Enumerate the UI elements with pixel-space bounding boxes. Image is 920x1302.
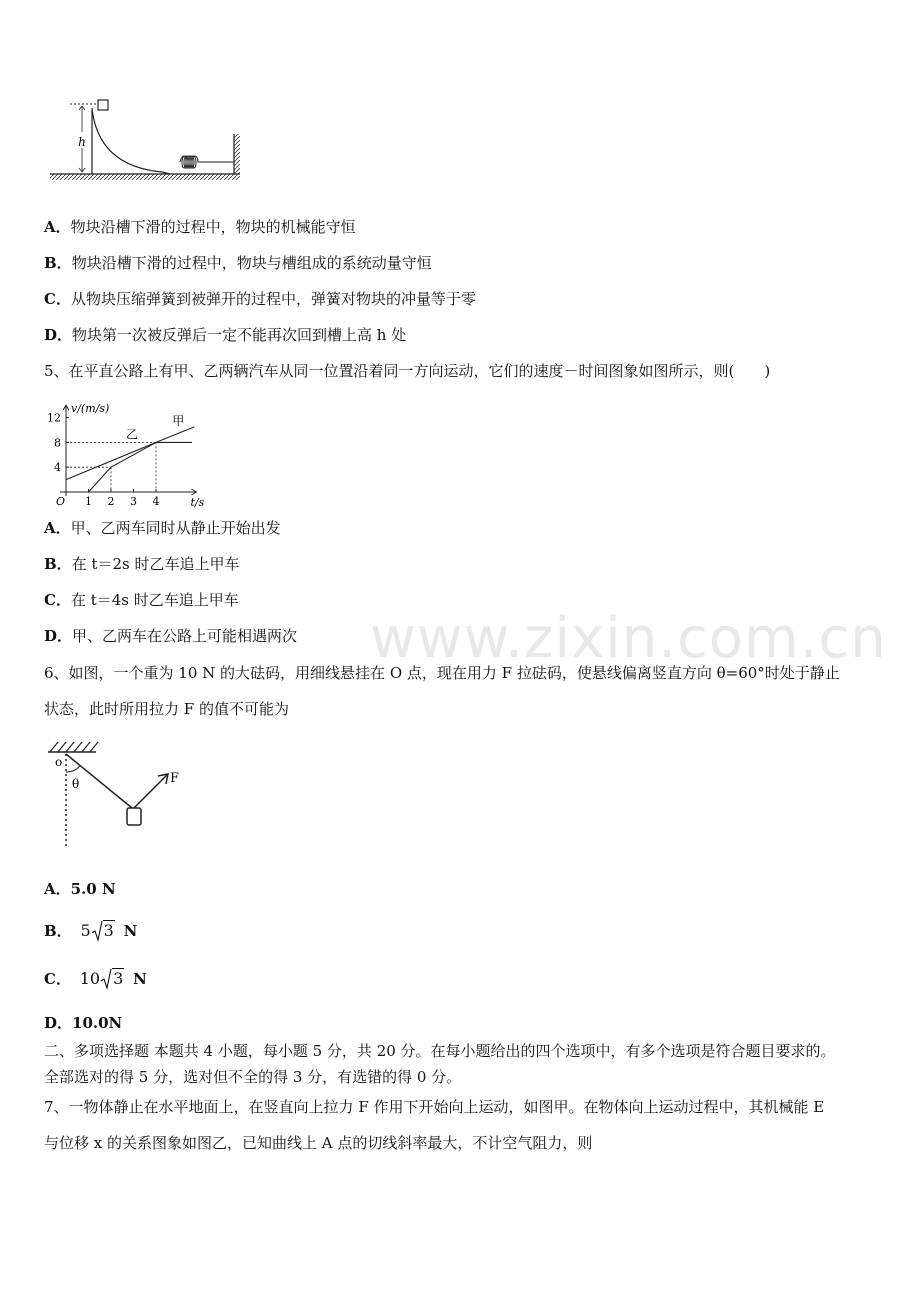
section2-line2: 全部选对的得 5 分，选对但不全的得 3 分，有选错的得 0 分。 bbox=[44, 1068, 462, 1086]
y-tick-label: 12 bbox=[47, 411, 61, 425]
ground-hatch bbox=[50, 174, 240, 180]
q5-stem: 5、在平直公路上有甲、乙两辆汽车从同一位置沿着同一方向运动，它们的速度－时间图象如图所示，则( ) bbox=[44, 362, 771, 380]
q6-stem-line1: 6、如图，一个重为 10 N 的大砝码，用细线悬挂在 O 点，现在用力 F 拉砝码，使悬线偏离竖直方向 θ=60°时处于静止 bbox=[44, 664, 840, 682]
x-tick-label: 3 bbox=[130, 495, 137, 508]
series-label-jia: 甲 bbox=[172, 413, 185, 428]
force-label: F bbox=[170, 771, 180, 786]
q7-line1: 7、一物体静止在水平地面上，在竖直向上拉力 F 作用下开始向上运动，如图甲。在物体向上运动过程中，其机械能 E bbox=[44, 1098, 825, 1116]
spring bbox=[180, 156, 234, 168]
hanging-weight-figure bbox=[44, 738, 194, 850]
q6-option-a: A．5.0 N bbox=[44, 880, 116, 898]
y-tick-label: 4 bbox=[54, 461, 61, 475]
q5-option-a: A．甲、乙两车同时从静止开始出发 bbox=[44, 519, 281, 537]
x-tick-label: 2 bbox=[107, 495, 115, 508]
block bbox=[98, 100, 108, 110]
weight-block bbox=[127, 808, 141, 825]
q4-option-c: C．从物块压缩弹簧到被弹开的过程中，弹簧对物块的冲量等于零 bbox=[44, 290, 476, 308]
q6-option-d: D．10.0N bbox=[44, 1014, 123, 1032]
x-axis-label: t/s bbox=[190, 496, 204, 509]
q6-option-b: B． 5 3 N bbox=[44, 921, 138, 940]
origin-label: O bbox=[56, 495, 66, 508]
q4-option-a: A．物块沿槽下滑的过程中，物块的机械能守恒 bbox=[44, 218, 356, 236]
point-o-label: o bbox=[55, 755, 63, 769]
q4-option-b: B．物块沿槽下滑的过程中，物块与槽组成的系统动量守恒 bbox=[44, 254, 432, 272]
theta-label: θ bbox=[72, 777, 80, 791]
series-label-yi: 乙 bbox=[126, 427, 139, 442]
x-tick-label: 1 bbox=[85, 495, 92, 508]
wall-hatch bbox=[234, 134, 240, 174]
q6-stem-line2: 状态，此时所用拉力 F 的值不可能为 bbox=[44, 700, 289, 718]
q5-option-c: C．在 t＝4s 时乙车追上甲车 bbox=[44, 591, 239, 609]
y-tick-label: 8 bbox=[54, 436, 61, 450]
watermark: www.zixin.com.cn bbox=[370, 606, 887, 671]
series-line-yi bbox=[89, 442, 193, 492]
q5-option-d: D．甲、乙两车在公路上可能相遇两次 bbox=[44, 627, 298, 645]
q7-line2: 与位移 x 的关系图象如图乙，已知曲线上 A 点的切线斜率最大，不计空气阻力，则 bbox=[44, 1134, 593, 1152]
velocity-time-chart bbox=[44, 390, 204, 514]
q6-option-c: C． 10 3 N bbox=[44, 969, 147, 988]
height-label: h bbox=[78, 135, 86, 149]
q4-option-d: D．物块第一次被反弹后一定不能再次回到槽上高 h 处 bbox=[44, 326, 407, 344]
slide-curve bbox=[92, 108, 170, 174]
y-axis-label: v/(m/s) bbox=[71, 402, 110, 416]
slide-spring-figure bbox=[44, 96, 248, 188]
section2-line1: 二、多项选择题 本题共 4 小题，每小题 5 分，共 20 分。在每小题给出的四个选项中，有多个选项是符合题目要求的。 bbox=[44, 1042, 836, 1060]
force-arrow bbox=[134, 774, 168, 808]
sqrt-symbol: 3 bbox=[100, 968, 124, 990]
q5-option-b: B．在 t＝2s 时乙车追上甲车 bbox=[44, 555, 240, 573]
x-tick-label: 4 bbox=[152, 495, 160, 508]
sqrt-symbol: 3 bbox=[91, 920, 115, 942]
